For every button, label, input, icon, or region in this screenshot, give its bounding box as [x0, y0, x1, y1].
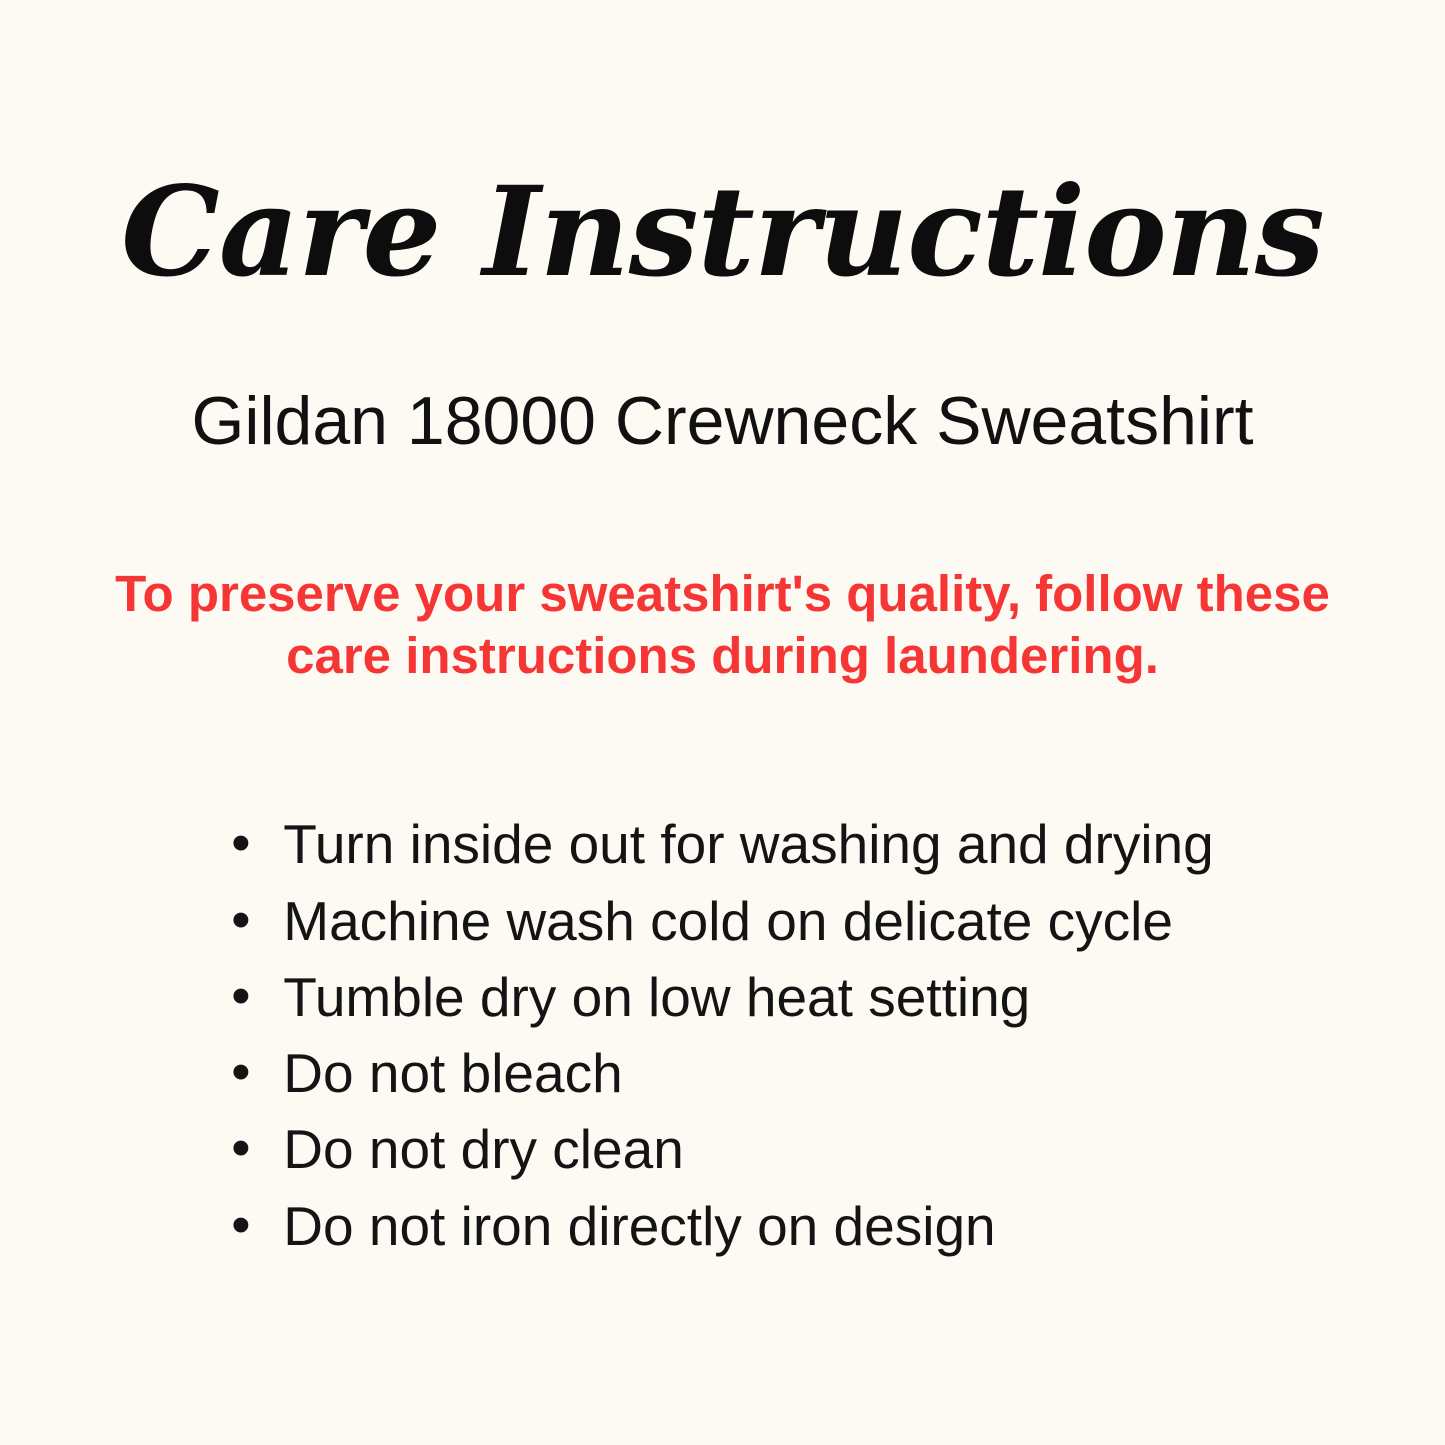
bullet-icon: • [231, 1040, 251, 1103]
list-item-label: Do not iron directly on design [283, 1194, 996, 1257]
list-item [231, 884, 1213, 958]
list-item [231, 1036, 1213, 1110]
bullet-icon: • [231, 811, 251, 874]
care-list-wrapper [0, 807, 1445, 1265]
bullet-icon: • [231, 887, 251, 950]
list-item [231, 807, 1213, 881]
bullet-icon: • [231, 963, 251, 1026]
page-title: Care Instructions [121, 160, 1324, 305]
list-item [231, 1189, 1213, 1263]
list-item [231, 960, 1213, 1034]
list-item-label: Do not bleach [283, 1042, 623, 1105]
care-notice: To preserve your sweatshirt's quality, follow these care instructions during laundering. [115, 564, 1330, 685]
care-instructions-list [231, 807, 1213, 1265]
product-name: Gildan 18000 Crewneck Sweatshirt [191, 383, 1254, 460]
list-item-label: Do not dry clean [283, 1118, 684, 1181]
list-item-label: Machine wash cold on delicate cycle [283, 889, 1173, 952]
bullet-icon: • [231, 1192, 251, 1255]
list-item-label: Tumble dry on low heat setting [283, 965, 1031, 1028]
list-item-label: Turn inside out for washing and drying [283, 813, 1214, 876]
bullet-icon: • [231, 1116, 251, 1179]
list-item [231, 1112, 1213, 1186]
